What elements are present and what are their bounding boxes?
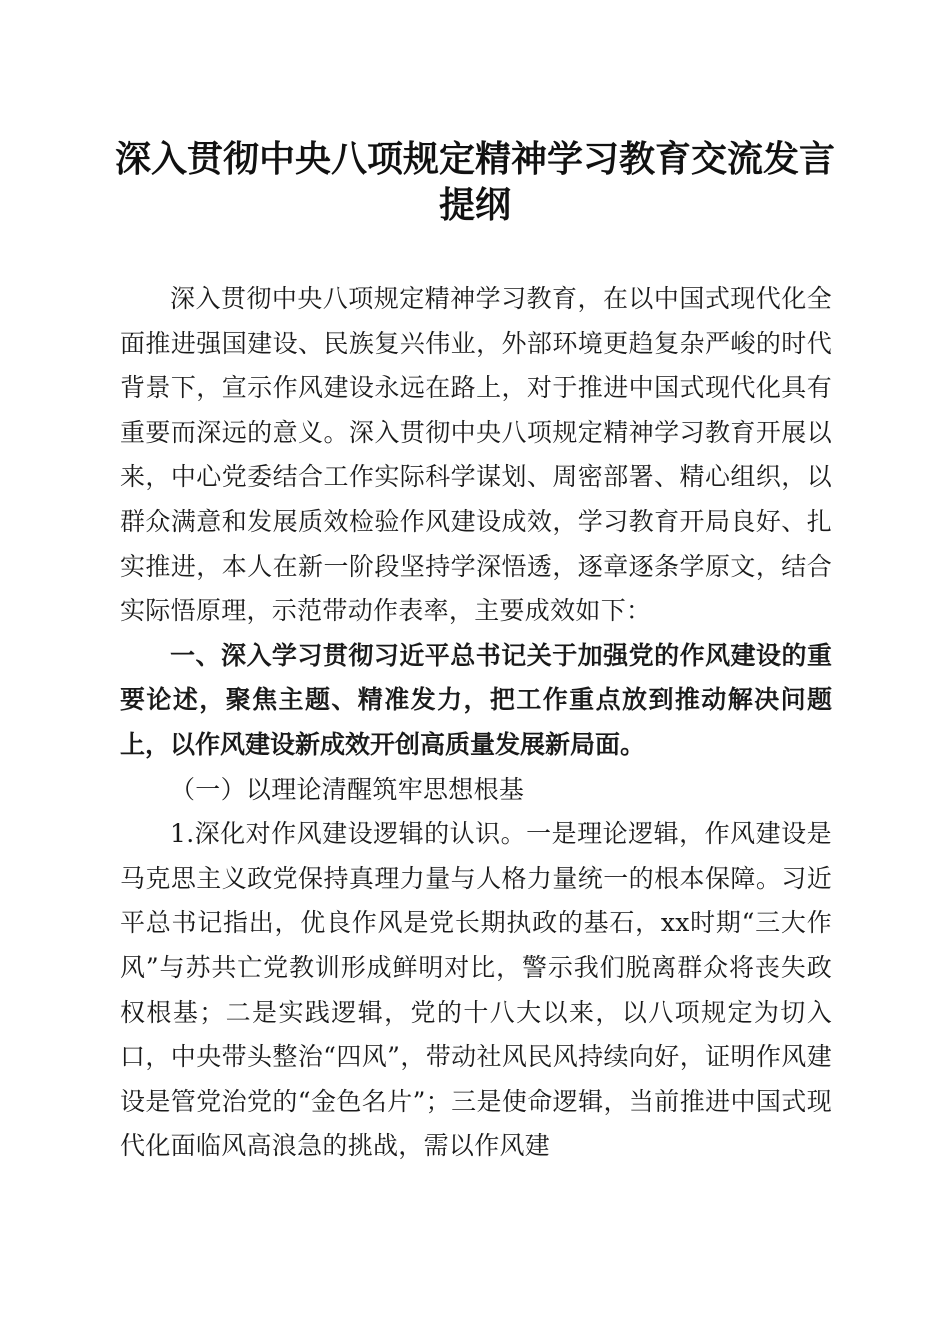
document-body: [120, 277, 832, 1169]
title-line-1: 深入贯彻中央八项规定精神学习教育交流发言: [114, 138, 835, 180]
title-line-2: 提纲: [438, 184, 511, 226]
intro-paragraph: 深入贯彻中央八项规定精神学习教育，在以中国式现代化全面推进强国建设、民族复兴伟业，外部环境更趋复杂严峻的时代背景下，宣示作风建设永远在路上，对于推进中国式现代化具有重要而深远的意义。深入贯彻中央八项规定精神学习教育开展以来，中心党委结合工作实际科学谋划、周密部署、精心组织，以群众满意和发展质效检验作风建设成效，学习教育开局良好、扎实推进，本人在新一阶段坚持学深悟透，逐章逐条学原文，结合实际悟原理，示范带动作表率，主要成效如下：: [120, 284, 832, 626]
section-heading-1: 一、深入学习贯彻习近平总书记关于加强党的作风建设的重要论述，聚焦主题、精准发力，把工作重点放到推动解决问题上，以作风建设新成效开创高质量发展新局面。: [120, 640, 832, 759]
subsection-heading-1: （一）以理论清醒筑牢思想根基: [170, 774, 525, 804]
item-paragraph-1: 1.深化对作风建设逻辑的认识。一是理论逻辑，作风建设是马克思主义政党保持真理力量与人格力量统一的根本保障。习近平总书记指出，优良作风是党长期执政的基石，xx时期“三大作风”与苏共亡党教训形成鲜明对比，警示我们脱离群众将丧失政权根基；二是实践逻辑，党的十八大以来，以八项规定为切入口，中央带头整治“四风”，带动社风民风持续向好，证明作风建设是管党治党的“金色名片”；三是使命逻辑，当前推进中国式现代化面临风高浪急的挑战，需以作风建: [120, 819, 832, 1161]
document-title: [100, 136, 850, 228]
